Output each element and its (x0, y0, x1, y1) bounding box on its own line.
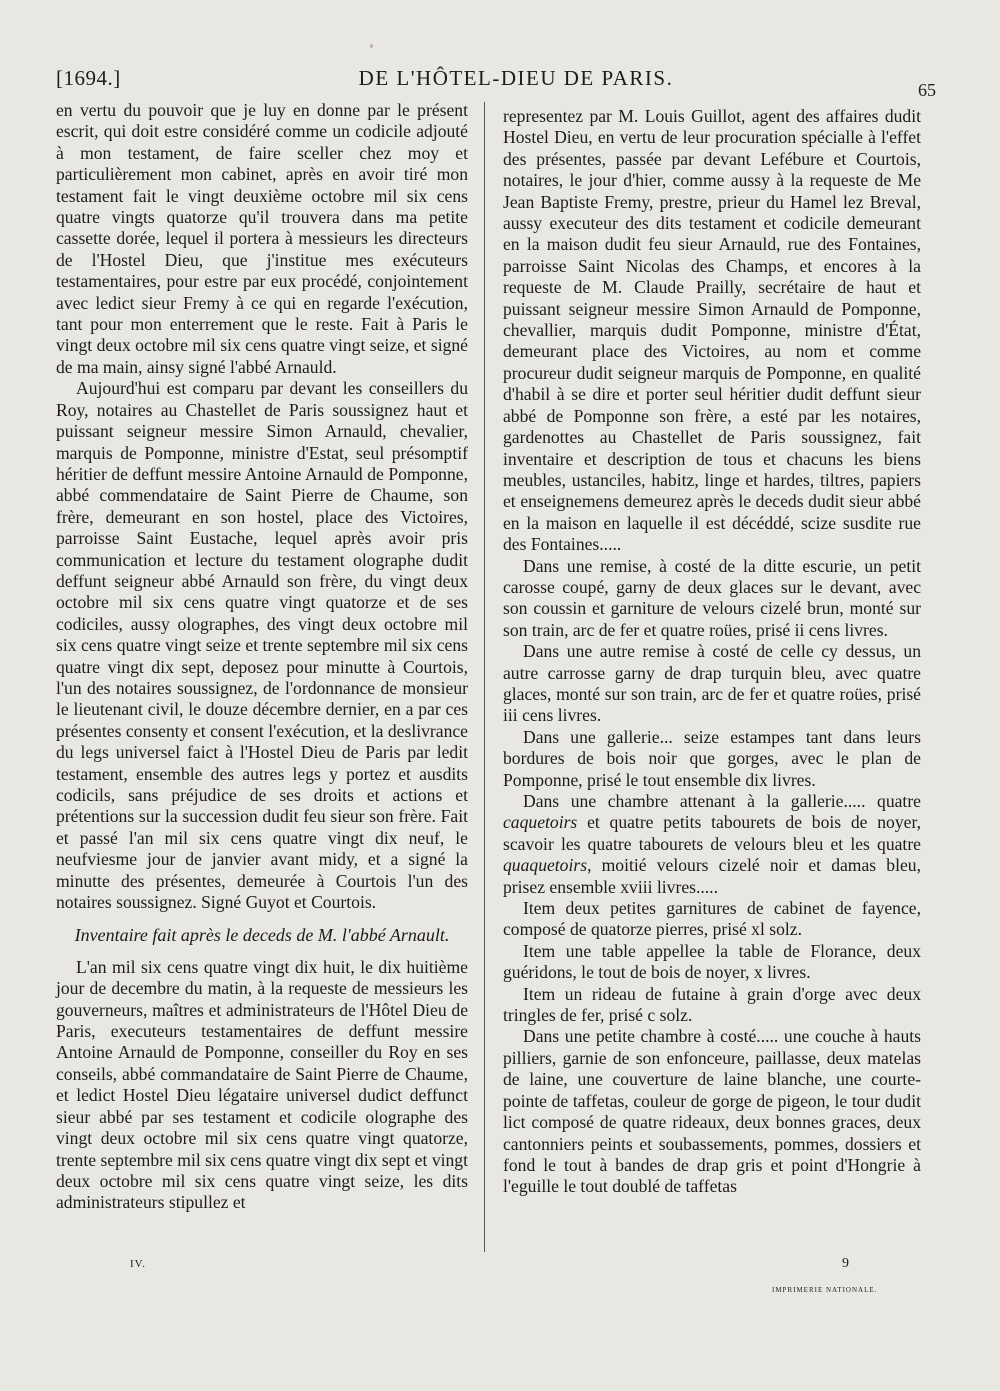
paragraph: Item une table appellee la table de Florance, deux guéridons, le tout de bois de noyer, x livres. (503, 940, 921, 983)
paragraph: Dans une petite chambre à costé..... une couche à hauts pilliers, garnie de son enfonceure, paillasse, deux matelas de laine, une couverture de laine blanche, une courte-pointe de taffetas, couleur de gorge de pigeon, le tour dudit lict composé de quatre rideaux, deux bonnes graces, deux cantonniers peints et soubassements, pommes, dossiers et fond le tout à bandes de drap gris et point d'Hongrie à l'eguille le tout doublé de taffetas (503, 1026, 921, 1197)
italic-term: caquetoirs (503, 812, 578, 833)
paragraph: Aujourd'hui est comparu par devant les conseillers du Roy, notaires au Chastellet de Paris soussignez haut et puissant seigneur messire Simon Arnauld, chevalier, marquis de Pomponne, ministre d'Estat, seul présomptif héritier de deffunt messire Antoine Arnauld de Pomponne, abbé commendataire de Saint Pierre de Chaume, son frère, demeurant en son hostel, place des Victoires, parroisse Saint Eustache, lequel après avoir pris communication et lecture du testament olographe dudit deffunt seigneur abbé Arnauld son frère, du vingt deux octobre mil six cens quatre vingt quatorze et de ses codiciles, aussy olographes, des vingt deux octobre mil six cens quatre vingt seize et trente septembre mil six cens quatre vingt dix sept, deposez pour minutte à Courtois, l'un des notaires soussignez, de l'ordonnance de monsieur le lieutenant civil, le douze décembre dernier, en a par ces présentes consenty et consent l'exécution, et la deslivrance du legs universel faict à l'Hostel Dieu de Paris par ledit testament, ensemble des autres legs y portez et ausdits codicils, sans préjudice de ses droits et actions et prétentions sur la succession dudit feu sieur son frère. Fait et passé l'an mil six cens quatre vingt dix neuf, le neufviesme jour de janvier avant midy, et a signé la minutte des présentes, demeurée à Courtois l'un des notaires soussignez. Signé Guyot et Courtois. (56, 378, 468, 913)
signature-mark: IV. (130, 1258, 146, 1270)
sheet-number: 9 (842, 1256, 849, 1271)
printer-imprint: IMPRIMERIE NATIONALE. (772, 1286, 878, 1294)
paragraph: Item un rideau de futaine à grain d'orge avec deux tringles de fer, prisé c solz. (503, 983, 921, 1026)
paragraph: L'an mil six cens quatre vingt dix huit, le dix huitième jour de decembre du matin, à la requeste de messieurs les gouverneurs, maîtres et administrateurs de l'Hôtel Dieu de Paris, executeurs testamentaires de deffunt messire Antoine Arnauld de Pomponne, conseiller du Roy en ses conseils, abbé commandataire de Saint Pierre de Chaume, et ledict Hostel Dieu légataire universel dudict deffunct sieur abbé par ses testament et codicile olographe des vingt deux octobre mil six cens quatre vingt quatorze, trente septembre mil six cens quatre vingt dix sept et vingt deux octobre mil six cens quatre vingt seize, les dits administrateurs stipullez et (56, 956, 468, 1213)
paragraph: Dans une gallerie... seize estampes tant dans leurs bordures de bois noir que gorges, avec le plan de Pomponne, prisé le tout ensemble dix livres. (503, 726, 921, 790)
left-column (56, 100, 468, 1214)
text-run: Dans une chambre attenant à la gallerie..... quatre (523, 791, 921, 811)
section-title: Inventaire fait après le deceds de M. l'abbé Arnault. (74, 925, 450, 946)
paragraph-continued: representez par M. Louis Guillot, agent des affaires dudit Hostel Dieu, en vertu de leur procuration spécialle à l'effet des présentes, passée par devant Lefébure et Courtois, notaires, le jour d'hier, comme aussy à la requeste de Me Jean Baptiste Fremy, prestre, prieur du Hamel lez Breval, aussy executeur des dits testament et codicile demeurant en la maison dudit feu sieur Arnauld, rue des Fontaines, parroisse Saint Nicolas des Champs, et encores à la requeste de M. Claude Prailly, secrétaire de haut et puissant seigneur messire Simon Arnauld de Pomponne, chevallier, marquis dudit Pomponne, ministre d'État, demeurant place des Victoires, au nom et comme procureur dudit seigneur marquis de Pomponne, en qualité d'habil à se dire et porter seul héritier dudit deffunt sieur abbé de Pomponne son frère, a esté par les notaires, gardenottes au Chastellet de Paris soussignez, fait inventaire et description de tous et chacuns les biens meubles, ustanciles, habitz, linge et hardes, tiltres, papiers et enseignemens demeurez après le deceds dudit sieur abbé en la maison en laquelle il est décéddé, scize susdite rue des Fontaines..... (503, 106, 921, 555)
text-run: et quatre petits tabourets de bois de noyer, scavoir les quatre tabourets de velours bleu et les quatre (503, 812, 921, 854)
page-number: 65 (918, 80, 936, 100)
paragraph-continued: en vertu du pouvoir que je luy en donne par le présent escrit, qui doit estre considéré comme un codicile adjouté à mon testament, de faire sceller chez moy et particulièrement mon cabinet, après en avoir tiré mon testament fait le vingt deuxième octobre mil six cens quatre vingts quatorze qu'il trouvera dans ma petite cassette dorée, lequel il portera à messieurs les directeurs de l'Hostel Dieu, que j'institue mes exécuteurs testamentaires, pour estre par eux procédé, conjointement avec ledict sieur Fremy à ce qui en regarde l'exécution, tant pour mon enterrement que le reste. Fait à Paris le vingt deux octobre mil six cens quatre vingt seize, et signé de ma main, ainsy signé l'abbé Arnauld. (56, 100, 468, 377)
paragraph: Dans une remise, à costé de la ditte escurie, un petit carosse coupé, garny de deux glaces sur le devant, avec son coussin et garniture de velours cizelé brun, monté sur son train, arc de fer et quatre roües, prisé ii cens livres. (503, 555, 921, 640)
header-year: [1694.] (56, 66, 121, 90)
header-title: DE L'HÔTEL-DIEU DE PARIS. (358, 66, 674, 90)
column-divider (484, 102, 485, 1252)
right-column (503, 106, 921, 1198)
italic-term: quaquetoirs (503, 855, 588, 876)
paragraph: Item deux petites garnitures de cabinet de fayence, composé de quatorze pierres, prisé xl solz. (503, 898, 921, 940)
ink-speck (370, 44, 373, 48)
running-header (56, 66, 936, 102)
paragraph: Dans une autre remise à costé de celle cy dessus, un autre carrosse garny de drap turquin bleu, avec quatre glaces, monté sur son train, arc de fer et quatre roües, prisé iii cens livres. (503, 641, 921, 726)
text-run: , moitié velours cizelé noir et damas bleu, prisez ensemble xviii livres..... (503, 855, 921, 897)
paragraph-chambre (503, 791, 921, 898)
